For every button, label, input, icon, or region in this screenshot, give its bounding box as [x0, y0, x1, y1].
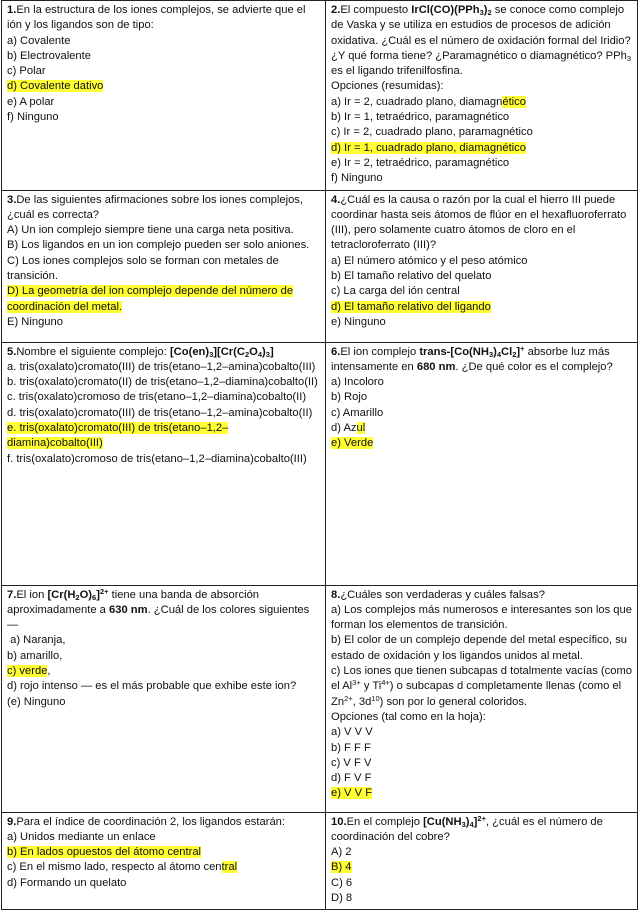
q10-option-c: C) 6 [331, 876, 353, 889]
q10-option-a: A) 2 [331, 846, 352, 859]
q8-option-b: b) F F F [331, 741, 371, 754]
question-6-cell [326, 342, 638, 585]
q8-option-a: a) V V V [331, 726, 373, 739]
q10-option-d: D) 8 [331, 892, 353, 905]
q7-formula: $[Cr(H_2O)_6]^{2+}$ [47, 586, 109, 602]
q1-option-f: f) Ninguno [7, 111, 59, 124]
q7-option-c-answer: c) verde, [7, 665, 51, 678]
q4-option-a: a) El número atómico y el peso atómico [331, 254, 528, 267]
q5-option-f: f. tris(oxalato)cromoso de tris(etano–1,2–diamina)cobalto(III) [7, 452, 307, 465]
q1-option-a: a) Covalente [7, 34, 71, 47]
q3-option-a: A) Un ion complejo siempre tiene una carga neta positiva. [7, 224, 294, 237]
question-3-stem: 3.De las siguientes afirmaciones sobre los iones complejos, ¿cuál es correcta? [7, 193, 304, 221]
q2-option-a: a) Ir = 2, cuadrado plano, diamagnético [331, 95, 526, 108]
q4-option-d-answer: d) El tamaño relativo del ligando [331, 300, 491, 313]
q5-option-a: a. tris(oxalato)cromato(III) de tris(etano–1,2–amina)cobalto(III) [7, 360, 316, 373]
q6-option-b: b) Rojo [331, 391, 368, 404]
q1-option-c: c) Polar [7, 65, 46, 78]
q4-option-b: b) El tamaño relativo del quelato [331, 270, 492, 283]
q2-option-c: c) Ir = 2, cuadrado plano, paramagnético [331, 126, 533, 139]
question-4-stem: 4.¿Cuál es la causa o razón por la cual el hierro III puede coordinar hasta seis átomos de flúor en el hexafluoroferrato (III), pero solamente cuatro átomos de cloro en el tetracloroferrato (III)? [331, 193, 627, 252]
q1-option-b: b) Electrovalente [7, 49, 91, 62]
q6-option-c: c) Amarillo [331, 406, 384, 419]
q2-options-title: Opciones (resumidas): [331, 80, 444, 93]
question-6-stem: 6.El ion complejo trans-$[Co(NH_3)_4Cl_2]^+$ absorbe luz más intensamente en 680 nm. ¿De qué color es el complejo? [331, 343, 613, 373]
question-9-stem: 9.Para el índice de coordinación 2, los ligandos estarán: [7, 815, 286, 828]
q5-formula: $[Co(en)_3][Cr(C_2O_4)_3]$ [169, 345, 274, 359]
question-1-stem: 1.En la estructura de los iones complejos, se advierte que el ión y los ligandos son de tipo: [7, 4, 306, 32]
q7-option-b: b) amarillo, [7, 649, 63, 662]
q3-option-b: B) Los ligandos en un ion complejo pueden ser solo aniones. [7, 239, 310, 252]
q8-option-e-answer: e) V V F [331, 787, 373, 800]
q10-formula: $[Cu(NH_3)_4]^{2+}$ [423, 813, 486, 829]
q2-option-d-answer: d) Ir = 1, cuadrado plano, diamagnético [331, 141, 526, 154]
q1-option-d-answer: d) Covalente dativo [7, 80, 104, 93]
q2-option-b: b) Ir = 1, tetraédrico, paramagnético [331, 111, 510, 124]
question-10-cell [326, 812, 638, 910]
question-9-cell [2, 812, 326, 910]
q4-option-e: e) Ninguno [331, 315, 386, 328]
question-4-cell [326, 190, 638, 342]
q8-statement-a: a) Los complejos más numerosos e interesantes son los que forman los elementos de transición. [331, 603, 632, 632]
q2-formula: $IrCl(CO)(PPh_3)_2$ [411, 4, 492, 17]
q4-option-c: c) La carga del ión central [331, 285, 460, 298]
question-2-stem: 2.El compuesto $IrCl(CO)(PPh_3)_2$ se conoce como complejo de Vaska y se utiliza en estudios de procesos de adición oxidativa. ¿Cuál es el número de oxidación formal del Iridio? ¿Y qué forma tiene? ¿Paramagnético o diamagnético? PPh$_3$ es el ligando trifenilfosfina. [331, 4, 631, 78]
question-5-cell [2, 342, 326, 585]
q1-option-e: e) A polar [7, 95, 55, 108]
q9-option-c: c) En el mismo lado, respecto al átomo central [7, 861, 238, 874]
q8-statement-c: c) Los iones que tienen subcapas d totalmente vacías (como el $Al^{3+}$ y $Ti^{4+}$) o subcapas d completamente llenas (como el $Zn^{2+}$, $3d^{10}$) son por lo general coloridos. [331, 665, 632, 708]
q5-option-d: d. tris(oxalato)cromato(III) de tris(etano–1,2–amina)cobalto(II) [7, 406, 313, 419]
q8-options-title: Opciones (tal como en la hoja): [331, 710, 486, 723]
q6-formula: trans-$[Co(NH_3)_4Cl_2]^+$ [419, 343, 525, 359]
q10-option-b-answer: B) 4 [331, 861, 352, 874]
q7-option-a: a) Naranja, [10, 634, 66, 647]
question-10-stem: 10.En el complejo $[Cu(NH_3)_4]^{2+}$, ¿cuál es el número de coordinación del cobre? [331, 813, 603, 843]
q2-option-e: e) Ir = 2, tetraédrico, paramagnético [331, 156, 510, 169]
question-7-stem: 7.El ion $[Cr(H_2O)_6]^{2+}$ tiene una banda de absorción aproximadamente a 630 nm. ¿Cuál de los colores siguientes — [7, 586, 310, 632]
q6-option-e-answer: e) Verde [331, 437, 374, 450]
q6-option-d: d) Azul [331, 422, 366, 435]
question-8-stem: 8.¿Cuáles son verdaderas y cuáles falsas? [331, 588, 545, 601]
question-2-cell [326, 1, 638, 191]
q7-option-e: (e) Ninguno [7, 695, 66, 708]
question-3-cell [2, 190, 326, 342]
q5-option-e-answer: e. tris(oxalato)cromato(III) de tris(etano–1,2–diamina)cobalto(III) [7, 422, 229, 450]
q8-statement-b: b) El color de un complejo depende del metal específico, su estado de oxidación y los ligandos unidos al metal. [331, 634, 628, 662]
question-1-cell [2, 1, 326, 191]
q2-option-f: f) Ninguno [331, 172, 383, 185]
q3-option-e: E) Ninguno [7, 315, 63, 328]
question-8-cell [326, 585, 638, 812]
question-5-stem: 5.Nombre el siguiente complejo: $[Co(en)_3][Cr(C_2O_4)_3]$ [7, 345, 274, 359]
q8-option-c: c) V F V [331, 756, 372, 769]
q3-option-d-answer: D) La geometría del ion complejo depende del número de coordinación del metal. [7, 285, 294, 313]
q9-option-a: a) Unidos mediante un enlace [7, 830, 156, 843]
q9-option-d: d) Formando un quelato [7, 876, 127, 889]
q3-option-c: C) Los iones complejos solo se forman con metales de transición. [7, 254, 279, 283]
q6-option-a: a) Incoloro [331, 376, 384, 389]
q5-option-b: b. tris(oxalato)cromato(II) de tris(etano–1,2–diamina)cobalto(II) [7, 376, 318, 389]
q9-option-b-answer: b) En lados opuestos del átomo central [7, 846, 202, 859]
q5-option-c: c. tris(oxalato)cromoso de tris(etano–1,2–diamina)cobalto(II) [7, 391, 307, 404]
quiz-table [1, 0, 638, 910]
q7-option-d: d) rojo intenso — es el más probable que exhibe este ion? [7, 680, 297, 693]
q8-option-d: d) F V F [331, 772, 372, 785]
question-7-cell [2, 585, 326, 812]
